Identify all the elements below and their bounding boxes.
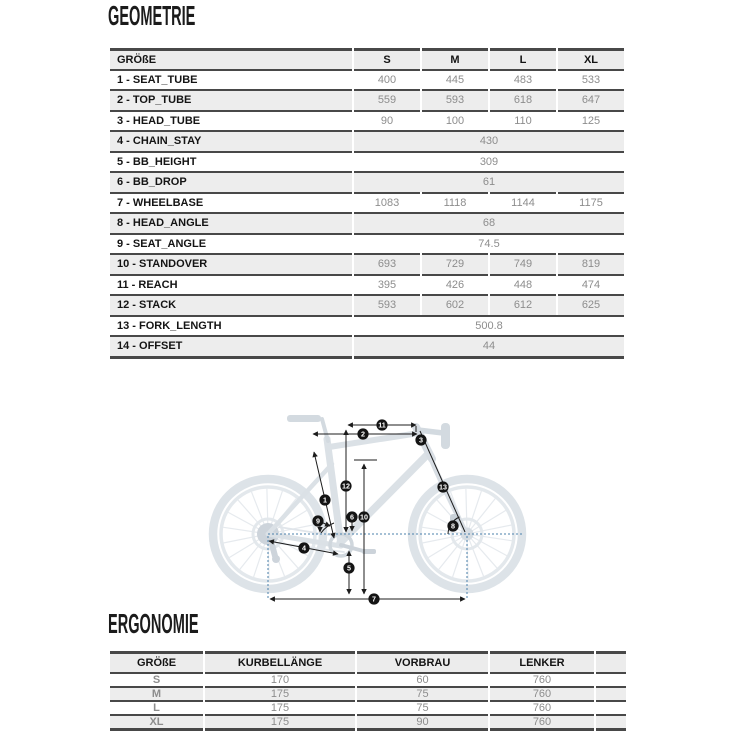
- geometry-value: 395: [354, 274, 420, 295]
- geometry-value: 618: [490, 89, 556, 110]
- dim-badge-2: [357, 428, 368, 439]
- ergonomics-size: M: [110, 686, 203, 700]
- geometry-row-label: 12 - STACK: [110, 294, 352, 315]
- svg-text:3: 3: [419, 435, 423, 445]
- geometry-value-merged: 68: [354, 212, 624, 233]
- geometry-value: 483: [490, 69, 556, 90]
- dim-badge-6: [346, 511, 357, 522]
- geometry-row: [110, 130, 624, 151]
- ergonomics-value: 60: [357, 672, 488, 686]
- ergonomics-size: L: [110, 700, 203, 714]
- geometry-row: [110, 335, 624, 359]
- geometry-row: [110, 233, 624, 254]
- geometry-value: 612: [490, 294, 556, 315]
- geometry-header-row: [110, 48, 624, 69]
- ergo-spacer: [596, 700, 626, 714]
- geometry-row-label: 10 - STANDOVER: [110, 253, 352, 274]
- geometry-value: 1118: [422, 192, 488, 213]
- ergonomics-value: 760: [490, 714, 594, 731]
- ergonomics-value: 90: [357, 714, 488, 731]
- geometry-row: [110, 253, 624, 274]
- geometry-row: [110, 212, 624, 233]
- geometry-row: [110, 69, 624, 90]
- geometry-col-m: M: [422, 48, 488, 69]
- svg-text:13: 13: [439, 482, 447, 492]
- dim-badge-9: [312, 515, 323, 526]
- dim-badge-7: [368, 593, 379, 604]
- ergo-col-size: GRÖßE: [110, 651, 203, 672]
- geometry-value: 559: [354, 89, 420, 110]
- geometry-value: 533: [558, 69, 624, 90]
- geometry-row-label: 13 - FORK_LENGTH: [110, 315, 352, 336]
- geometry-value: 729: [422, 253, 488, 274]
- geometry-row-label: 11 - REACH: [110, 274, 352, 295]
- svg-text:10: 10: [360, 512, 368, 522]
- geometry-table: [108, 48, 626, 359]
- ergonomics-value: 75: [357, 686, 488, 700]
- saddle: [287, 415, 321, 422]
- ergonomics-header-row: [110, 651, 626, 672]
- dim-badge-10: [358, 511, 369, 522]
- geometry-row: [110, 89, 624, 110]
- geometry-value: 474: [558, 274, 624, 295]
- ergo-col-crank: KURBELLÄNGE: [205, 651, 355, 672]
- bike-illustration: [213, 415, 523, 605]
- svg-text:11: 11: [378, 420, 386, 430]
- top-tube: [329, 433, 419, 447]
- handlebar-grip: [441, 423, 450, 449]
- geometry-value: 593: [422, 89, 488, 110]
- ergonomics-row: [110, 714, 626, 731]
- dim-badge-4: [298, 542, 309, 553]
- geometry-row-label: 2 - TOP_TUBE: [110, 89, 352, 110]
- ergonomics-value: 175: [205, 700, 355, 714]
- geometry-value-merged: 430: [354, 130, 624, 151]
- geometry-value: 400: [354, 69, 420, 90]
- geometry-value: 593: [354, 294, 420, 315]
- ergonomics-row: [110, 700, 626, 714]
- dim-badge-11: [376, 419, 387, 430]
- geometry-value: 693: [354, 253, 420, 274]
- geometry-row: [110, 171, 624, 192]
- ergonomics-table: [108, 651, 628, 731]
- ergonomics-value: 175: [205, 686, 355, 700]
- svg-text:9: 9: [316, 516, 320, 526]
- dim-badge-8: [447, 520, 458, 531]
- geometry-row-label: 9 - SEAT_ANGLE: [110, 233, 352, 254]
- ergonomics-value: 175: [205, 714, 355, 731]
- svg-text:8: 8: [451, 521, 455, 531]
- geometry-row-label: 4 - CHAIN_STAY: [110, 130, 352, 151]
- geometry-size-header: GRÖßE: [110, 48, 352, 69]
- ergonomics-size: S: [110, 672, 203, 686]
- geometry-col-xl: XL: [558, 48, 624, 69]
- geometry-row: [110, 315, 624, 336]
- ergo-spacer: [596, 651, 626, 672]
- geometry-row: [110, 151, 624, 172]
- geometry-row: [110, 294, 624, 315]
- ergonomics-section-title: ERGONOMIE: [108, 608, 199, 639]
- dim-badge-3: [415, 434, 426, 445]
- geometry-col-l: L: [490, 48, 556, 69]
- geometry-value: 602: [422, 294, 488, 315]
- ergonomics-value: 760: [490, 700, 594, 714]
- geometry-row-label: 1 - SEAT_TUBE: [110, 69, 352, 90]
- geometry-value: 125: [558, 110, 624, 131]
- geometry-value: 647: [558, 89, 624, 110]
- dim-badge-12: [340, 480, 351, 491]
- geometry-row-label: 5 - BB_HEIGHT: [110, 151, 352, 172]
- geometry-col-s: S: [354, 48, 420, 69]
- geometry-row-label: 14 - OFFSET: [110, 335, 352, 359]
- dim-badge-5: [343, 562, 354, 573]
- ergonomics-row: [110, 686, 626, 700]
- geometry-value: 1083: [354, 192, 420, 213]
- geometry-row-label: 6 - BB_DROP: [110, 171, 352, 192]
- geometry-value-merged: 44: [354, 335, 624, 359]
- geometry-value: 448: [490, 274, 556, 295]
- ergo-col-stem: VORBRAU: [357, 651, 488, 672]
- bike-geometry-diagram: [150, 388, 580, 618]
- geometry-value: 625: [558, 294, 624, 315]
- ergonomics-value: 760: [490, 672, 594, 686]
- geometry-row: [110, 110, 624, 131]
- ergonomics-size: XL: [110, 714, 203, 731]
- geometry-row: [110, 192, 624, 213]
- dim-badge-1: [319, 494, 330, 505]
- geometry-value-merged: 309: [354, 151, 624, 172]
- ergonomics-value: 75: [357, 700, 488, 714]
- svg-text:4: 4: [302, 543, 306, 553]
- derailleur-pulley: [272, 555, 280, 563]
- geometry-value-merged: 61: [354, 171, 624, 192]
- ergo-spacer: [596, 714, 626, 731]
- geometry-value: 110: [490, 110, 556, 131]
- svg-text:7: 7: [372, 594, 376, 604]
- geometry-row-label: 8 - HEAD_ANGLE: [110, 212, 352, 233]
- geometry-value: 1144: [490, 192, 556, 213]
- geometry-value-merged: 74.5: [354, 233, 624, 254]
- svg-text:5: 5: [347, 563, 351, 573]
- ergonomics-value: 170: [205, 672, 355, 686]
- dim-badge-13: [437, 481, 448, 492]
- geometry-value: 90: [354, 110, 420, 131]
- svg-text:6: 6: [350, 512, 354, 522]
- geometry-value: 426: [422, 274, 488, 295]
- svg-text:12: 12: [342, 481, 350, 491]
- geometry-value: 445: [422, 69, 488, 90]
- ergo-col-bar: LENKER: [490, 651, 594, 672]
- svg-text:2: 2: [361, 429, 365, 439]
- stem: [418, 430, 443, 433]
- geometry-value-merged: 500.8: [354, 315, 624, 336]
- geometry-value: 819: [558, 253, 624, 274]
- geometry-value: 749: [490, 253, 556, 274]
- ergonomics-row: [110, 672, 626, 686]
- ergonomics-value: 760: [490, 686, 594, 700]
- geometry-row: [110, 274, 624, 295]
- ergo-spacer: [596, 672, 626, 686]
- geometry-value: 100: [422, 110, 488, 131]
- svg-text:1: 1: [323, 495, 327, 505]
- geometry-row-label: 7 - WHEELBASE: [110, 192, 352, 213]
- ergo-spacer: [596, 686, 626, 700]
- geometry-section-title: GEOMETRIE: [108, 0, 196, 31]
- seat-tube: [327, 439, 341, 545]
- geometry-row-label: 3 - HEAD_TUBE: [110, 110, 352, 131]
- geometry-value: 1175: [558, 192, 624, 213]
